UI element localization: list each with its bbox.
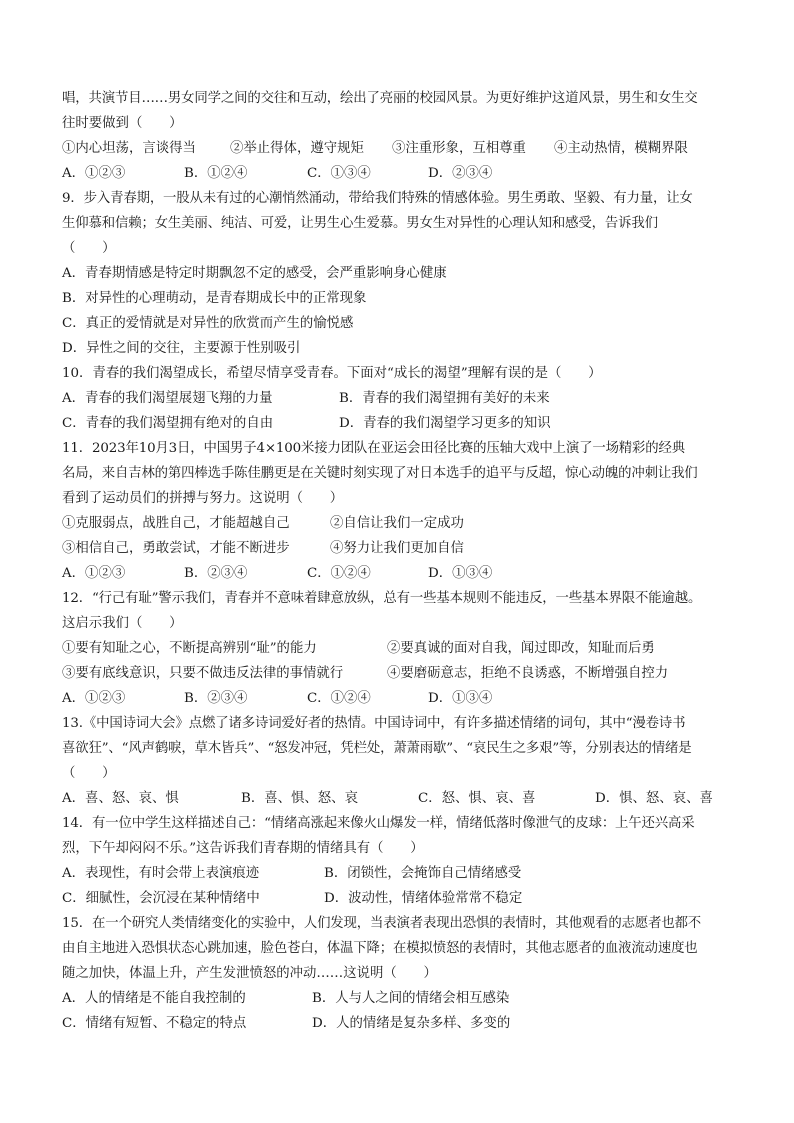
q13-option-a[interactable]: A．喜、怒、哀、惧 xyxy=(62,791,179,806)
q13-stem-line-3: （ ） xyxy=(62,766,116,781)
q14-stem-line-1: 14．有一位中学生这样描述自己：“情绪高涨起来像火山爆发一样，情绪低落时像泄气的皮球：上午还兴高采 xyxy=(62,816,695,831)
q11-option-d[interactable]: D．①③④ xyxy=(428,566,493,581)
q12-item-3: ③要有底线意识，只要不做违反法律的事情就行 xyxy=(62,666,344,681)
q8-stem-line-2: 往时要做到（ ） xyxy=(62,116,183,131)
q14-option-d[interactable]: D．波动性，情绪体验常常不稳定 xyxy=(324,891,523,906)
q13-option-d[interactable]: D．惧、怒、哀、喜 xyxy=(595,791,713,806)
q12-option-a[interactable]: A．①②③ xyxy=(62,691,126,706)
q15-option-b[interactable]: B．人与人之间的情绪会相互感染 xyxy=(312,991,510,1006)
q11-option-a[interactable]: A．①②③ xyxy=(62,566,126,581)
q12-item-4: ④要磨砺意志，拒绝不良诱惑，不断增强自控力 xyxy=(387,666,669,681)
q11-item-4: ④努力让我们更加自信 xyxy=(330,541,464,556)
q9-stem-line-2: 生仰慕和信赖；女生美丽、纯洁、可爱，让男生心生爱慕。男女生对异性的心理认知和感受，告诉我们 xyxy=(62,216,658,231)
q13-option-c[interactable]: C．怒、惧、哀、喜 xyxy=(418,791,536,806)
q8-item-4: ④主动热情，模糊界限 xyxy=(554,141,688,156)
q9-option-d[interactable]: D．异性之间的交往，主要源于性别吸引 xyxy=(62,341,301,356)
q11-item-2: ②自信让我们一定成功 xyxy=(330,516,464,531)
q10-option-d[interactable]: D．青春的我们渴望学习更多的知识 xyxy=(339,416,551,431)
q8-stem-line-1: 唱，共演节目……男女同学之间的交往和互动，绘出了亮丽的校园风景。为更好维护这道风景，男生和女生交 xyxy=(62,91,698,106)
q11-option-c[interactable]: C．①②④ xyxy=(307,566,371,581)
q11-option-b[interactable]: B．②③④ xyxy=(184,566,248,581)
q12-option-d[interactable]: D．①③④ xyxy=(428,691,493,706)
q14-option-c[interactable]: C．细腻性，会沉浸在某种情绪中 xyxy=(62,891,260,906)
q14-option-b[interactable]: B．闭锁性，会掩饰自己情绪感受 xyxy=(324,866,522,881)
q8-option-c[interactable]: C．①③④ xyxy=(307,166,371,181)
q8-option-b[interactable]: B．①②④ xyxy=(184,166,248,181)
q13-stem-line-2: 喜欲狂”、“风声鹤唳，草木皆兵”、“怒发冲冠，凭栏处，萧萧雨歇”、“哀民生之多艰”等，分别表达的情绪是 xyxy=(62,741,692,756)
q15-stem-line-3: 随之加快，体温上升，产生发泄愤怒的冲动……这说明（ ） xyxy=(62,966,437,981)
q12-stem-line-1: 12．“行己有耻”警示我们，青春并不意味着肆意放纵，总有一些基本规则不能违反，一些基本界限不能逾越。 xyxy=(62,591,702,606)
q9-option-b[interactable]: B．对异性的心理萌动，是青春期成长中的正常现象 xyxy=(62,291,367,306)
q12-item-1: ①要有知耻之心，不断提高辨别“耻”的能力 xyxy=(62,641,317,656)
q9-stem-line-3: （ ） xyxy=(62,241,116,256)
q15-option-a[interactable]: A．人的情绪是不能自我控制的 xyxy=(62,991,246,1006)
q14-option-a[interactable]: A．表现性，有时会带上表演痕迹 xyxy=(62,866,260,881)
q8-option-d[interactable]: D．②③④ xyxy=(428,166,493,181)
q11-item-1: ①克服弱点，战胜自己，才能超越自己 xyxy=(62,516,290,531)
q15-option-c[interactable]: C．情绪有短暂、不稳定的特点 xyxy=(62,1016,247,1031)
q12-option-b[interactable]: B．②③④ xyxy=(184,691,248,706)
q8-item-3: ③注重形象，互相尊重 xyxy=(392,141,526,156)
q11-stem-line-1: 11．2023年10月3日，中国男子4×100米接力团队在亚运会田径比赛的压轴大戏中上演了一场精彩的经典 xyxy=(62,441,686,456)
q11-stem-line-2: 名局，来自吉林的第四棒选手陈佳鹏更是在关键时刻实现了对日本选手的追平与反超，惊心动魄的冲刺让我们 xyxy=(62,466,698,481)
q10-option-c[interactable]: C．青春的我们渴望拥有绝对的自由 xyxy=(62,416,274,431)
q8-item-2: ②举止得体，遵守规矩 xyxy=(230,141,364,156)
q13-stem-line-1: 13.《中国诗词大会》点燃了诸多诗词爱好者的热情。中国诗词中，有许多描述情绪的词句，其中“漫卷诗书 xyxy=(62,716,686,731)
q15-stem-line-2: 由自主地进入恐惧状态心跳加速，脸色苍白，体温下降；在模拟愤怒的表情时，其他志愿者的血液流动速度也 xyxy=(62,941,698,956)
q14-stem-line-2: 烈，下午却闷闷不乐。”这告诉我们青春期的情绪具有（ ） xyxy=(62,841,424,856)
q15-stem-line-1: 15．在一个研究人类情绪变化的实验中，人们发现，当表演者表现出恐惧的表情时，其他观看的志愿者也都不 xyxy=(62,916,702,931)
q12-option-c[interactable]: C．①②④ xyxy=(307,691,371,706)
q15-option-d[interactable]: D．人的情绪是复杂多样、多变的 xyxy=(312,1016,511,1031)
q13-option-b[interactable]: B．喜、惧、怒、哀 xyxy=(241,791,358,806)
q10-stem: 10．青春的我们渴望成长，希望尽情享受青春。下面对“成长的渴望”理解有误的是（ ） xyxy=(62,366,602,381)
q10-option-b[interactable]: B．青春的我们渴望拥有美好的未来 xyxy=(339,391,550,406)
q9-option-c[interactable]: C．真正的爱情就是对异性的欣赏而产生的愉悦感 xyxy=(62,316,354,331)
q12-stem-line-2: 这启示我们（ ） xyxy=(62,616,183,631)
q9-stem-line-1: 9．步入青春期，一股从未有过的心潮悄然涌动，带给我们特殊的情感体验。男生勇敢、坚毅、有力量，让女 xyxy=(62,191,693,206)
q8-item-1: ①内心坦荡，言谈得当 xyxy=(62,141,196,156)
q12-item-2: ②要真诚的面对自我，闻过即改，知耻而后勇 xyxy=(387,641,655,656)
q10-option-a[interactable]: A．青春的我们渴望展翅飞翔的力量 xyxy=(62,391,273,406)
q9-option-a[interactable]: A．青春期情感是特定时期飘忽不定的感受，会严重影响身心健康 xyxy=(62,266,447,281)
q11-stem-line-3: 看到了运动员们的拼搏与努力。这说明（ ） xyxy=(62,491,344,506)
q8-option-a[interactable]: A．①②③ xyxy=(62,166,126,181)
q11-item-3: ③相信自己，勇敢尝试，才能不断进步 xyxy=(62,541,290,556)
